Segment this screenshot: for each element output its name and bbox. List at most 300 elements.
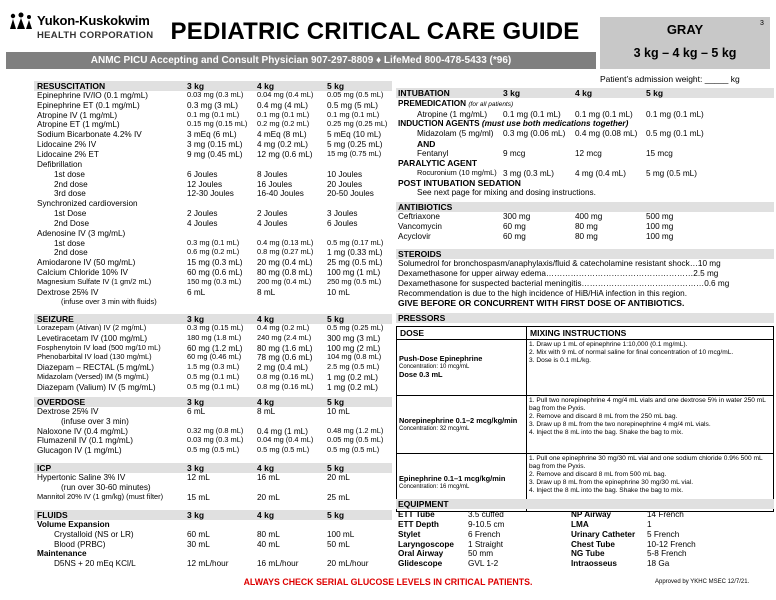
equipment-label: Intraosseus [571, 559, 617, 569]
dose-5kg: 100 mg (1 mL) [327, 268, 381, 278]
dose-3kg: 4 Joules [187, 218, 218, 228]
drug-name: Flumazenil IV (0.1 mg/mL) [37, 436, 134, 446]
dose-4kg: 8 Joules [257, 169, 288, 179]
col-3kg: 3 kg [187, 81, 205, 91]
dose-3kg: 3 mEq (6 mL) [187, 130, 237, 140]
dose-5kg: 6 Joules [327, 218, 358, 228]
midazolam-name: Midazolam (5 mg/ml) [417, 129, 494, 138]
mix-step: 4. Inject the 8 mL into the bag. Shake the bag to mix. [529, 428, 684, 436]
intubation-title: INTUBATION [398, 88, 450, 98]
col-5kg: 5 kg [327, 81, 345, 91]
dose-4kg [257, 549, 327, 559]
dose-5kg: 250 mg (0.5 mL) [327, 277, 382, 286]
dose-5kg: 0.25 mg (0.25 mL) [327, 119, 388, 129]
atropine-3kg: 0.1 mg (0.1 mL) [503, 110, 561, 119]
drug-name: Atropine ET (1 mg/mL) [37, 120, 120, 130]
dose-row [37, 248, 397, 258]
dose-5kg: 0.5 mg (0.5 mL) [327, 445, 380, 455]
dose-row [37, 209, 397, 219]
col-3kg: 3 kg [187, 463, 205, 473]
equipment-size: 3.5 cuffed [468, 510, 504, 519]
dose-3kg: 0.5 mg (0.1 mL) [187, 381, 240, 391]
dose-3kg: 12 mL [187, 472, 210, 482]
mix-step: 2. Remove and discard 8 mL from the 250 mL bag. [529, 413, 678, 420]
drug-name: (infuse over 3 min) [61, 416, 129, 426]
dose-3kg: 15 mg (0.3 mL) [187, 258, 243, 268]
dose-5kg: 20 mL [327, 472, 350, 482]
dose-row [37, 170, 397, 180]
premed-label: PREMEDICATION [398, 99, 467, 108]
glucose-warning: ALWAYS CHECK SERIAL GLUCOSE LEVELS IN CRITICAL PATIENTS. [243, 577, 533, 587]
dose-row [37, 493, 397, 503]
color-zone-name: GRAY [666, 22, 704, 37]
icp-header [37, 463, 397, 473]
fentanyl-name: Fentanyl [417, 149, 449, 158]
resuscitation-title: RESUSCITATION [37, 81, 106, 91]
dose-3kg: 0.32 mg (0.8 mL) [187, 425, 244, 435]
dose-3kg: 30 mL [187, 539, 210, 549]
midazolam-5kg: 0.5 mg (0.1 mL) [646, 129, 704, 138]
dose-row [37, 258, 397, 268]
antibiotic-name: Acyclovir [398, 232, 431, 241]
overdose-header [37, 397, 397, 407]
dose-row [37, 298, 397, 307]
dose-5kg: 104 mg (0.8 mL) [327, 352, 382, 362]
drug-name: Epinephrine IV/IO (0.1 mg/mL) [37, 90, 149, 100]
dose-5kg: 20-50 Joules [327, 189, 374, 199]
mix-step: 1. Draw up 1 mL of epinephrine 1:10,000 (0.1 mg/mL). [529, 341, 688, 349]
equipment-label: ETT Depth [398, 519, 439, 529]
dose-4kg: 80 mL [257, 529, 280, 539]
col-4kg: 4 kg [257, 510, 275, 520]
rocuronium-name: Rocuronium (10 mg/mL) [417, 168, 497, 177]
rocuronium-4kg: 4 mg (0.4 mL) [575, 169, 626, 178]
dose-3kg [187, 520, 257, 530]
dose-5kg: 10 mL [327, 287, 350, 297]
pressors-title: PRESSORS [398, 313, 446, 323]
drug-name: (run over 30-60 minutes) [61, 482, 151, 492]
equipment-size: 1 Straight [468, 539, 504, 549]
mix-step: 3. Draw up 8 mL from the epinephrine 30 mg/30 mL vial. [529, 478, 694, 486]
dose-5kg: 2.5 mg (0.5 mL) [327, 362, 380, 372]
dose-4kg: 0.8 mg (0.16 mL) [257, 372, 314, 382]
drug-name: Lidocaine 2% ET [37, 149, 99, 159]
dose-4kg: 4 mg (0.2 mL) [257, 140, 308, 150]
mixing-header: MIXING INSTRUCTIONS [527, 327, 774, 340]
dose-3kg [187, 160, 257, 170]
dose-row [37, 278, 397, 287]
dose-3kg: 0.03 mg (0.3 mL) [187, 89, 244, 99]
dose-row [37, 530, 397, 540]
dose-row [37, 324, 397, 333]
drug-name: Lidocaine 2% IV [37, 140, 97, 150]
dose-3kg [187, 483, 257, 493]
equipment-label: Glidescope [398, 559, 443, 569]
drug-name: Levetiracetam IV (100 mg/mL) [37, 333, 148, 343]
contact-banner: ANMC PICU Accepting and Consult Physician 907-297-8809 ♦ LifeMed 800-478-5433 (*96) [6, 52, 596, 69]
antibiotic-dose: 400 mg [575, 212, 603, 221]
weight-range: 3 kg – 4 kg – 5 kg [633, 46, 737, 60]
dose-4kg: 80 mg (1.6 mL) [257, 343, 313, 353]
dose-3kg: 0.1 mg (0.1 mL) [187, 109, 240, 119]
dose-4kg: 16 Joules [257, 179, 293, 189]
dose-3kg: 6 Joules [187, 169, 218, 179]
dose-4kg: 0.1 mg (0.1 mL) [257, 109, 310, 119]
dose-3kg: 12 mL/hour [187, 559, 229, 569]
dose-4kg: 12 mg (0.6 mL) [257, 149, 313, 159]
dose-5kg: 0.5 mg (0.25 mL) [327, 322, 384, 332]
dose-3kg: 6 mL [187, 287, 206, 297]
equipment-title: EQUIPMENT [398, 499, 449, 509]
dose-4kg: 0.4 mg (0.13 mL) [257, 237, 314, 247]
icp-title: ICP [37, 463, 52, 473]
dose-3kg [187, 549, 257, 559]
dose-5kg: 1 mg (0.2 mL) [327, 382, 378, 392]
drug-name: 1st Dose [54, 209, 87, 219]
dose-3kg: 0.6 mg (0.2 mL) [187, 247, 240, 257]
dose-row [37, 559, 397, 569]
dose-5kg: 25 mL [327, 492, 350, 502]
dose-4kg: 20 mL [257, 492, 280, 502]
drug-name: Defibrillation [37, 159, 83, 169]
org-logo [8, 12, 158, 48]
dose-row [37, 334, 397, 344]
dose-5kg: 3 Joules [327, 209, 358, 219]
steroid-line: Dexamethasone for upper airway edema………………………………………………2.5 mg [398, 269, 719, 278]
dose-3kg: 60 mg (0.46 mL) [187, 352, 242, 362]
col-3kg: 3 kg [187, 314, 205, 324]
dose-row [37, 189, 397, 199]
col-5kg: 5 kg [327, 510, 345, 520]
dose-4kg: 0.2 mg (0.2 mL) [257, 119, 310, 129]
admission-weight: Patient’s admission weight: _____ kg [600, 74, 740, 84]
drug-name: Magnesium Sulfate IV (1 gm/2 mL) [37, 278, 152, 286]
pressor-dose: Dose 0.3 mL [399, 370, 443, 380]
mix-step: 4. Inject the 8 mL into the bag. Shake the bag to mix. [529, 486, 684, 494]
pressor-conc: Concentration: 10 mcg/mL [399, 364, 470, 371]
dose-4kg: 0.4 mg (4 mL) [257, 100, 308, 110]
pressor-row [397, 340, 774, 396]
dose-3kg: 12 Joules [187, 179, 223, 189]
col-5kg: 5 kg [327, 314, 345, 324]
dose-4kg: 0.04 mg (0.4 mL) [257, 89, 314, 99]
drug-name: Diazepam – RECTAL (5 mg/mL) [37, 363, 154, 373]
dose-3kg: 60 mg (0.6 mL) [187, 268, 243, 278]
drug-name: 3rd dose [54, 189, 86, 199]
dose-3kg: 12-30 Joules [187, 189, 234, 199]
dose-5kg: 1 mg (0.33 mL) [327, 248, 383, 258]
col-5kg: 5 kg [646, 88, 664, 98]
equipment-size: 14 French [647, 510, 684, 519]
col-5kg: 5 kg [327, 463, 345, 473]
dose-3kg: 1.5 mg (0.3 mL) [187, 362, 240, 372]
antibiotic-dose: 500 mg [646, 212, 674, 221]
fentanyl-3kg: 9 mcg [503, 149, 526, 158]
dose-5kg: 0.05 mg (0.5 mL) [327, 435, 384, 445]
fentanyl-5kg: 15 mcg [646, 149, 673, 158]
steroid-line: Solumedrol for bronchospasm/anaphylaxis/fluid & catecholamine resistant shock…10 mg [398, 259, 721, 268]
overdose-title: OVERDOSE [37, 397, 86, 407]
dose-5kg [327, 298, 397, 307]
fluids-header [37, 510, 397, 520]
dose-4kg [257, 160, 327, 170]
dose-row [37, 540, 397, 550]
drug-name: 2nd dose [54, 248, 88, 258]
dose-3kg: 0.5 mg (0.1 mL) [187, 372, 240, 382]
rocuronium-5kg: 5 mg (0.5 mL) [646, 169, 697, 178]
equipment-size: 5 French [647, 529, 680, 539]
equipment-size: 5-8 French [647, 549, 687, 559]
equipment-size: 1 [647, 519, 652, 529]
mix-step: 1. Pull two norepinephrine 4 mg/4 mL vials and one dextrose 5% in water 250 mL bag from the Pyxis. [529, 397, 766, 413]
pressors-table [396, 326, 774, 512]
atropine-name: Atropine (1 mg/mL) [417, 110, 488, 119]
drug-name: Synchronized cardioversion [37, 199, 138, 209]
midazolam-3kg: 0.3 mg (0.06 mL) [503, 129, 566, 138]
dose-5kg: 10 mL [327, 406, 350, 416]
dose-4kg: 16 mL [257, 472, 280, 482]
dose-5kg: 15 mg (0.75 mL) [327, 148, 382, 158]
dose-row [37, 446, 397, 456]
equipment-label: NG Tube [571, 549, 605, 559]
dose-4kg: 4 mEq (8 mL) [257, 130, 307, 140]
dose-3kg: 9 mg (0.45 mL) [187, 149, 243, 159]
drug-name: Midazolam (Versed) IM (5 mg/mL) [37, 373, 149, 382]
atropine-5kg: 0.1 mg (0.1 mL) [646, 110, 704, 119]
dose-row [37, 549, 397, 559]
drug-name: Blood (PRBC) [54, 539, 106, 549]
drug-name: Epinephrine ET (0.1 mg/mL) [37, 100, 140, 110]
dose-row [37, 120, 397, 130]
dose-5kg: 10 Joules [327, 169, 363, 179]
dose-4kg: 240 mg (2.4 mL) [257, 332, 312, 342]
dose-3kg: 180 mg (1.8 mL) [187, 332, 242, 342]
dose-4kg: 40 mL [257, 539, 280, 549]
dose-5kg: 50 mL [327, 539, 350, 549]
equipment-size: GVL 1-2 [468, 559, 499, 569]
dose-5kg [327, 483, 397, 493]
dose-5kg [327, 160, 397, 170]
drug-name: Naloxone IV (0.4 mg/mL) [37, 426, 129, 436]
antibiotic-dose: 60 mg [503, 222, 526, 231]
mix-step: 3. Dose is 0.1 mL/kg. [529, 357, 591, 364]
approval-note: Approved by YKHC MSEC 12/7/21. [655, 579, 750, 585]
mix-step: 2. Mix with 9 mL of normal saline for final concentration of 10 mcg/mL. [529, 349, 734, 357]
pressor-row [397, 396, 774, 454]
equipment-size: 10-12 French [647, 539, 696, 549]
col-3kg: 3 kg [187, 397, 205, 407]
dose-row [37, 407, 397, 417]
col-4kg: 4 kg [257, 81, 275, 91]
atropine-4kg: 0.1 mg (0.1 mL) [575, 110, 633, 119]
dose-row [37, 520, 397, 530]
dose-row [37, 219, 397, 229]
drug-name: Amiodarone IV (50 mg/mL) [37, 258, 136, 268]
drug-name: 1st dose [54, 238, 85, 248]
equipment-label: Urinary Catheter [571, 529, 636, 539]
dose-5kg: 0.1 mg (0.1 mL) [327, 109, 380, 119]
drug-name: 1st dose [54, 169, 85, 179]
dose-3kg: 0.3 mg (0.1 mL) [187, 237, 240, 247]
dose-4kg: 0.8 mg (0.27 mL) [257, 247, 314, 257]
dose-5kg: 25 mg (0.5 mL) [327, 258, 383, 268]
antibiotic-dose: 60 mg [503, 232, 526, 241]
dose-4kg: 0.4 mg (0.2 mL) [257, 322, 310, 332]
dose-row [37, 473, 397, 483]
drug-name: Phenobarbital IV load (130 mg/mL) [37, 353, 152, 362]
dose-5kg [327, 549, 397, 559]
col-4kg: 4 kg [575, 88, 593, 98]
dose-row [37, 383, 397, 393]
midazolam-4kg: 0.4 mg (0.08 mL) [575, 129, 638, 138]
drug-name: Adenosine IV (3 mg/mL) [37, 228, 126, 238]
steroids-title: STEROIDS [398, 249, 442, 259]
antibiotic-dose: 80 mg [575, 232, 598, 241]
page-number: 3 [760, 20, 764, 27]
dose-row [37, 130, 397, 140]
equipment-label: Oral Airway [398, 549, 444, 559]
dose-4kg [257, 298, 327, 307]
dose-4kg [257, 520, 327, 530]
dose-4kg: 8 mL [257, 406, 276, 416]
equipment-label: NP Airway [571, 510, 612, 519]
pressor-name: Push-Dose Epinephrine [399, 354, 483, 364]
dose-5kg: 0.05 mg (0.5 mL) [327, 89, 384, 99]
dose-5kg: 20 Joules [327, 179, 363, 189]
dose-4kg: 78 mg (0.6 mL) [257, 353, 313, 363]
dose-row [37, 288, 397, 298]
drug-name: 2nd dose [54, 179, 88, 189]
drug-name: Calcium Chloride 10% IV [37, 268, 129, 278]
dose-3kg: 15 mL [187, 492, 210, 502]
dose-row [37, 483, 397, 493]
rocuronium-3kg: 3 mg (0.3 mL) [503, 169, 554, 178]
pressor-conc: Concentration: 16 mcg/mL [399, 483, 470, 490]
sedation-text: See next page for mixing and dosing instructions. [417, 188, 596, 197]
sedation-label: POST INTUBATION SEDATION [398, 178, 521, 188]
equipment-size: 18 Ga [647, 559, 670, 569]
dose-5kg: 20 mL/hour [327, 559, 369, 569]
drug-name: Glucagon IV (1 mg/mL) [37, 446, 122, 456]
dose-4kg: 0.8 mg (0.16 mL) [257, 381, 314, 391]
drug-name: Hypertonic Saline 3% IV [37, 472, 126, 482]
dose-3kg: 60 mL [187, 529, 210, 539]
drug-name: Maintenance [37, 549, 87, 559]
dose-5kg [327, 199, 397, 209]
dose-4kg: 0.04 mg (0.4 mL) [257, 435, 314, 445]
drug-name: Crystalloid (NS or LR) [54, 529, 134, 539]
drug-name: Fosphenytoin IV load (500 mg/10 mL) [37, 343, 161, 352]
dose-5kg [327, 520, 397, 530]
dose-4kg [257, 417, 327, 427]
equipment-size: 50 mm [468, 549, 494, 559]
dose-4kg: 200 mg (0.4 mL) [257, 277, 312, 286]
equipment-label: LMA [571, 519, 589, 529]
col-3kg: 3 kg [187, 510, 205, 520]
dose-5kg: 5 mg (0.25 mL) [327, 140, 383, 150]
steroid-line: Dexamethasone for suspected bacterial meningitis………………………………………0.6 mg [398, 279, 730, 288]
page-title: PEDIATRIC CRITICAL CARE GUIDE [170, 18, 580, 45]
antibiotic-dose: 80 mg [575, 222, 598, 231]
dose-3kg [187, 199, 257, 209]
antibiotic-dose: 300 mg [503, 212, 531, 221]
equipment-size: 9-10.5 cm [468, 519, 505, 529]
dose-3kg: 3 mg (0.15 mL) [187, 140, 243, 150]
dose-3kg: 6 mL [187, 406, 206, 416]
drug-name: Atropine IV (1 mg/mL) [37, 110, 118, 120]
dose-row [37, 180, 397, 190]
dose-row [37, 150, 397, 160]
drug-name: Volume Expansion [37, 519, 110, 529]
dose-4kg [257, 483, 327, 493]
antibiotic-dose: 100 mg [646, 232, 674, 241]
induction-note: (must use both medications together) [481, 119, 629, 128]
dose-4kg: 2 mg (0.4 mL) [257, 363, 308, 373]
dose-row [37, 199, 397, 209]
dose-4kg [257, 199, 327, 209]
mix-step: 3. Draw up 8 mL from the two norepinephrine 4 mg/4 mL vials. [529, 420, 711, 428]
and-label: AND [417, 139, 436, 149]
org-name: Yukon-Kuskokwim [37, 13, 150, 29]
dose-3kg: 0.03 mg (0.3 mL) [187, 435, 244, 445]
family-logo-icon [8, 12, 34, 30]
dose-5kg: 0.5 mg (0.17 mL) [327, 237, 384, 247]
drug-name: D5NS + 20 mEq KCl/L [54, 559, 136, 569]
steroid-emphasis: GIVE BEFORE OR CONCURRENT WITH FIRST DOSE OF ANTIBIOTICS. [398, 298, 685, 308]
dose-4kg: 80 mg (0.8 mL) [257, 268, 313, 278]
equipment-label: Chest Tube [571, 539, 615, 549]
drug-name: Dextrose 25% IV [37, 287, 99, 297]
equipment-label: ETT Tube [398, 510, 435, 519]
dose-5kg: 0.5 mg (5 mL) [327, 100, 378, 110]
dose-4kg: 0.5 mg (0.5 mL) [257, 445, 310, 455]
paralytic-label: PARALYTIC AGENT [398, 158, 478, 168]
equipment-size: 6 French [468, 529, 501, 539]
seizure-title: SEIZURE [37, 314, 74, 324]
dose-row [37, 160, 397, 170]
dose-4kg: 0.4 mg (1 mL) [257, 426, 308, 436]
drug-name: Dextrose 25% IV [37, 406, 99, 416]
drug-name: 2nd Dose [54, 218, 90, 228]
dose-header: DOSE [397, 327, 527, 340]
equipment-label: Laryngoscope [398, 539, 454, 549]
premed-note: (for all patients) [468, 101, 514, 108]
pressor-conc: Concentration: 32 mcg/mL [399, 425, 470, 432]
dose-4kg: 2 Joules [257, 209, 288, 219]
mix-step: 2. Remove and discard 8 mL from 500 mL bag. [529, 471, 667, 478]
dose-3kg: 0.15 mg (0.15 mL) [187, 119, 248, 129]
col-5kg: 5 kg [327, 397, 345, 407]
drug-name: Sodium Bicarbonate 4.2% IV [37, 130, 142, 140]
drug-name: Mannitol 20% IV (1 gm/kg) (must filter) [37, 492, 164, 501]
dose-5kg: 1 mg (0.2 mL) [327, 373, 378, 383]
antibiotic-name: Ceftriaxone [398, 212, 440, 221]
drug-name: Lorazepam (Ativan) IV (2 mg/mL) [37, 323, 147, 332]
col-3kg: 3 kg [503, 88, 521, 98]
antibiotics-title: ANTIBIOTICS [398, 202, 453, 212]
org-subtitle: HEALTH CORPORATION [37, 30, 154, 41]
dose-4kg: 8 mL [257, 287, 276, 297]
pressor-name: Norepinephrine 0.1–2 mcg/kg/min [399, 415, 518, 425]
fentanyl-4kg: 12 mcg [575, 149, 602, 158]
drug-name: (infuse over 3 min with fluids) [61, 297, 157, 306]
dose-5kg: 0.48 mg (1.2 mL) [327, 425, 384, 435]
equipment-grid [398, 510, 717, 569]
dose-row [37, 91, 397, 101]
drug-name: Diazepam (Valium) IV (5 mg/mL) [37, 382, 156, 392]
dose-5kg: 100 mg (2 mL) [327, 343, 381, 353]
dose-4kg: 16-40 Joules [257, 189, 304, 199]
